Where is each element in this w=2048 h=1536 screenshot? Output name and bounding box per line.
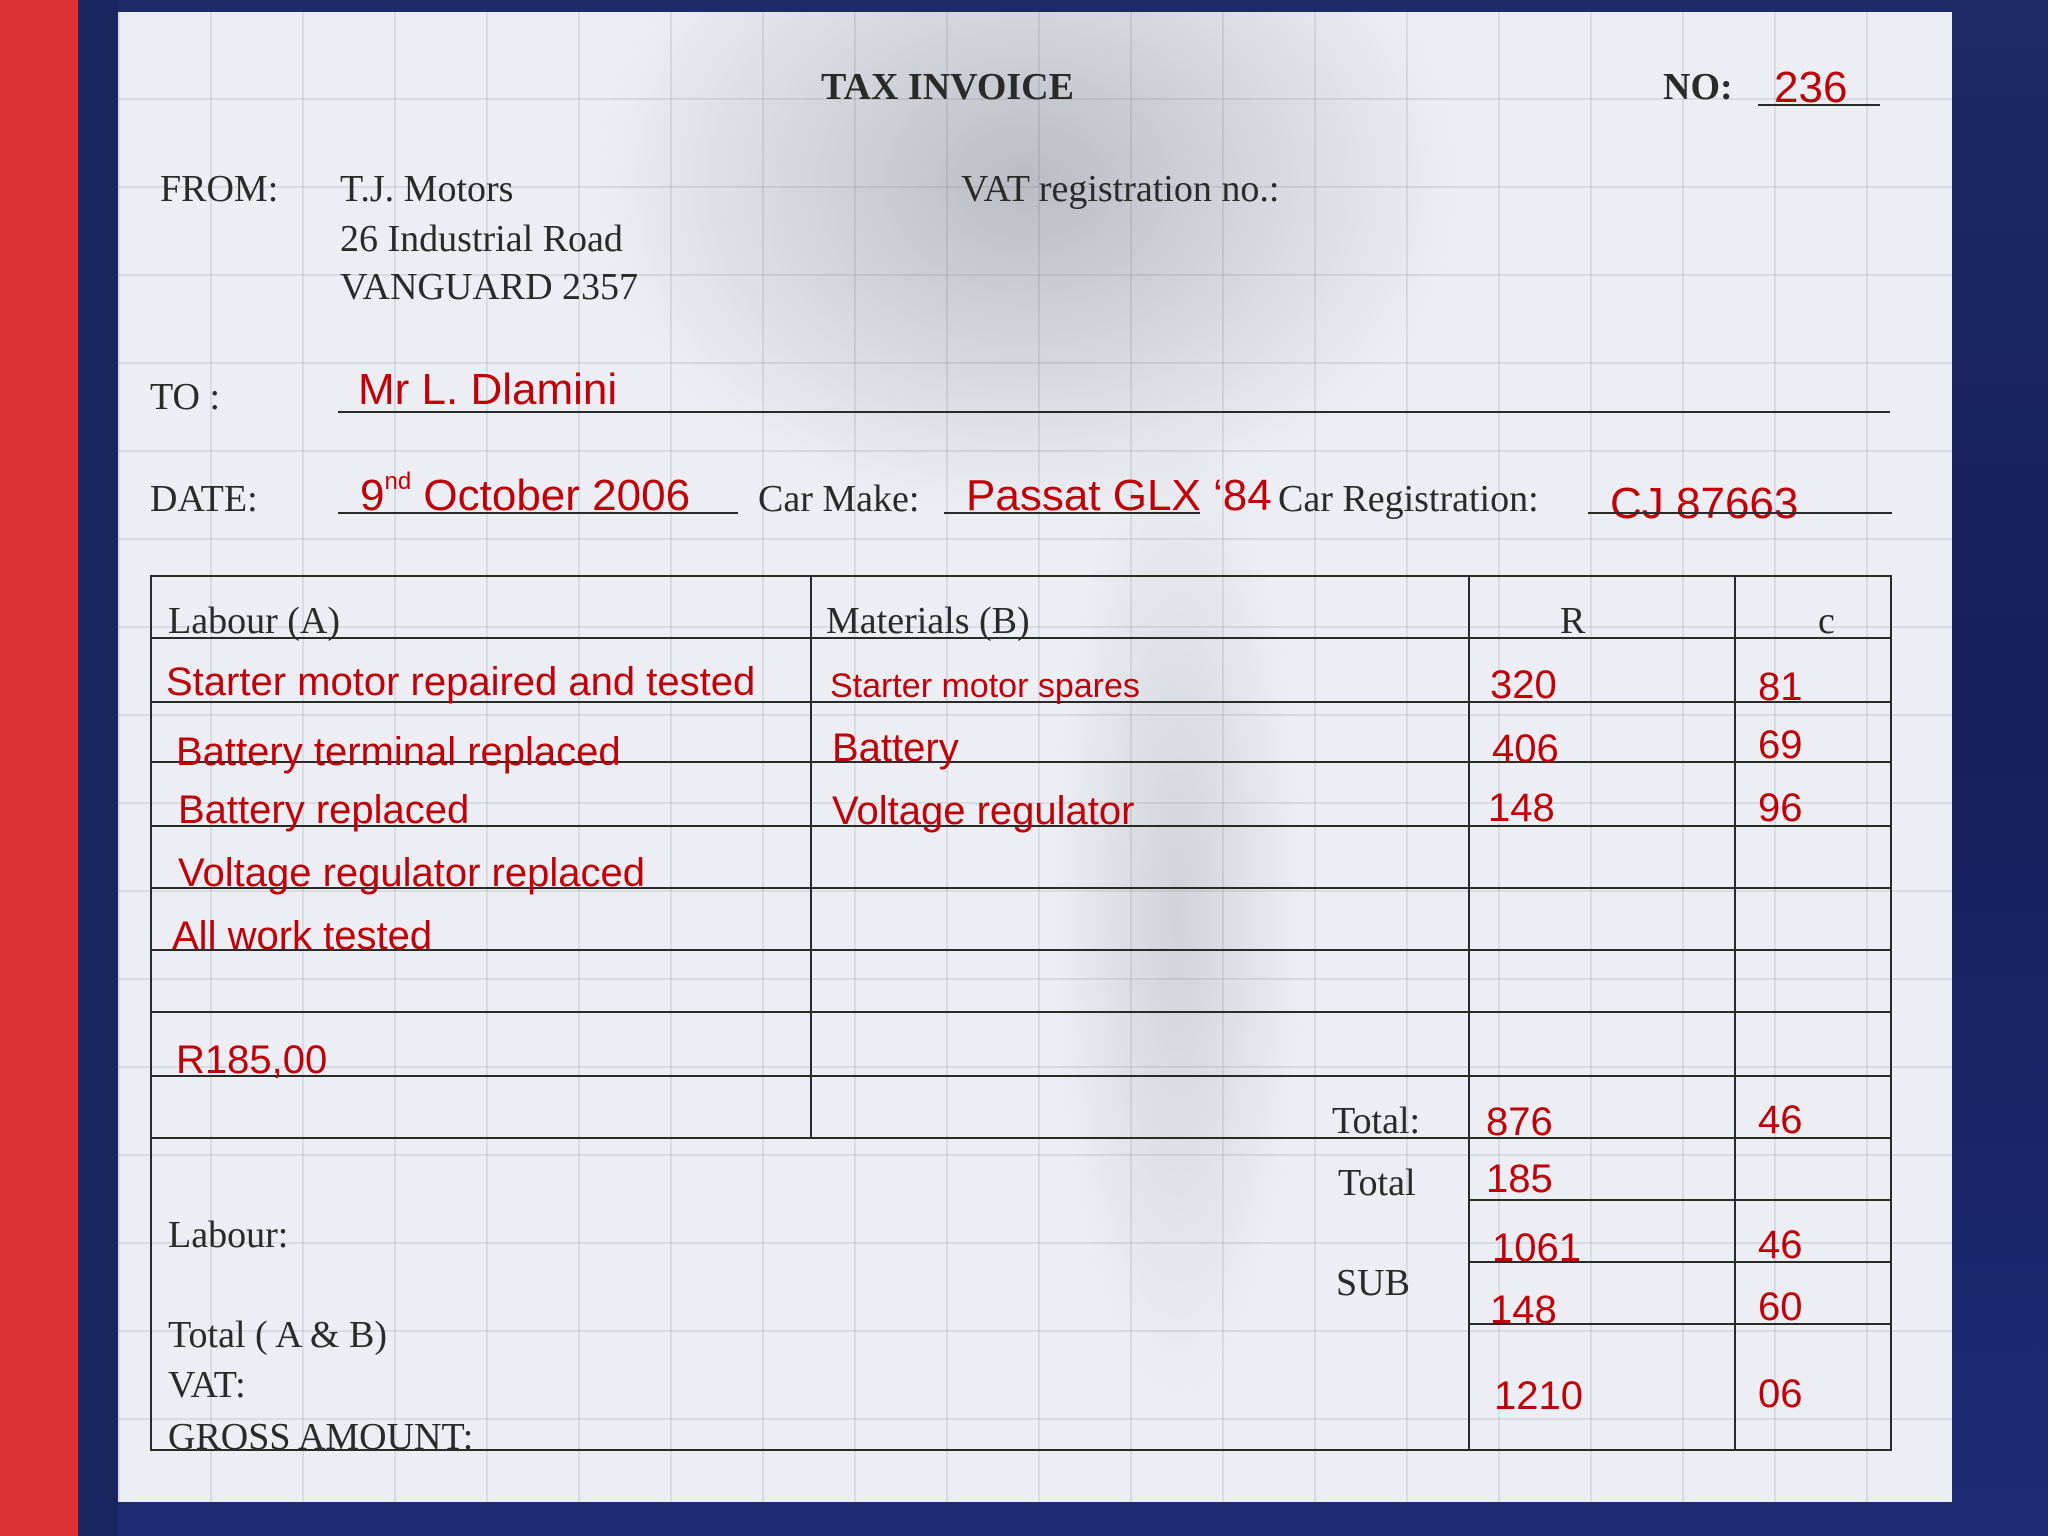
rand-column-header: R (1560, 600, 1586, 642)
table-rule (1468, 575, 1470, 1451)
materials-item: Voltage regulator (832, 789, 1135, 833)
materials-cents: 69 (1758, 723, 1803, 767)
from-company: T.J. Motors (340, 168, 514, 210)
car-make-line (944, 512, 1200, 514)
invoice-number-line (1758, 104, 1880, 106)
materials-total-rand: 876 (1486, 1100, 1553, 1144)
summary-subtotal-rand: 1061 (1492, 1226, 1581, 1270)
invoice-title: TAX INVOICE (821, 66, 1074, 108)
materials-cents: 96 (1758, 786, 1803, 830)
summary-vat-rand: 148 (1490, 1288, 1557, 1332)
invoice-sheet (118, 12, 1952, 1502)
summary-sub-word: SUB (1336, 1262, 1410, 1304)
table-rule (810, 575, 812, 1139)
materials-cents: 81 (1758, 665, 1803, 709)
summary-gross-cents: 06 (1758, 1372, 1803, 1416)
dark-side-strip (78, 0, 118, 1536)
date-day: 9 (360, 471, 385, 520)
vat-registration-label: VAT registration no.: (961, 168, 1280, 210)
from-label: FROM: (160, 168, 279, 210)
red-side-bar (0, 0, 78, 1536)
summary-vat-cents: 60 (1758, 1285, 1803, 1329)
car-registration-label: Car Registration: (1278, 478, 1539, 520)
table-rule (150, 1137, 1892, 1139)
materials-rand: 320 (1490, 663, 1557, 707)
from-address-line1: 26 Industrial Road (340, 218, 623, 260)
car-registration-line (1588, 512, 1892, 514)
labour-item: Voltage regulator replaced (178, 851, 645, 895)
table-rule (150, 1075, 1892, 1077)
car-registration-value: CJ 87663 (1610, 479, 1799, 528)
table-rule (150, 575, 152, 1451)
summary-labour-label: Labour: (168, 1214, 289, 1256)
car-make-label: Car Make: (758, 478, 920, 520)
invoice-number-value: 236 (1774, 63, 1848, 112)
to-label: TO : (150, 376, 221, 418)
cents-column-header: c (1818, 600, 1835, 642)
materials-rand: 406 (1492, 727, 1559, 771)
date-label: DATE: (150, 478, 258, 520)
labour-column-header: Labour (A) (168, 600, 340, 642)
date-rest: October 2006 (411, 471, 691, 520)
summary-subtotal-cents: 46 (1758, 1223, 1803, 1267)
table-rule (150, 575, 1892, 577)
summary-vat-label: VAT: (168, 1364, 246, 1406)
materials-total-cents: 46 (1758, 1098, 1803, 1142)
materials-rand: 148 (1488, 786, 1555, 830)
summary-total-ab-label: Total ( A & B) (168, 1314, 388, 1356)
table-rule (150, 1011, 1892, 1013)
labour-item: Battery terminal replaced (176, 730, 621, 774)
materials-column-header: Materials (B) (826, 600, 1030, 642)
invoice-number-label: NO: (1663, 66, 1733, 108)
from-address-line2: VANGUARD 2357 (340, 266, 639, 308)
date-suffix: nd (384, 468, 412, 495)
summary-labour-rand: 185 (1486, 1157, 1553, 1201)
summary-gross-label: GROSS AMOUNT: (168, 1416, 474, 1458)
labour-item: Battery replaced (178, 788, 470, 832)
labour-item: Starter motor repaired and tested (166, 660, 756, 704)
car-make-value: Passat GLX ‘84 (966, 471, 1272, 520)
to-line (338, 411, 1890, 413)
labour-item: All work tested (172, 914, 433, 958)
summary-total-word: Total (1338, 1162, 1416, 1204)
to-value: Mr L. Dlamini (358, 365, 618, 414)
materials-item: Battery (832, 726, 959, 770)
materials-item: Starter motor spares (830, 667, 1140, 705)
materials-total-label: Total: (1332, 1100, 1421, 1142)
table-rule (1890, 575, 1892, 1451)
table-rule (1734, 575, 1736, 1451)
summary-gross-rand: 1210 (1494, 1374, 1583, 1418)
labour-amount: R185,00 (176, 1038, 328, 1082)
date-line (338, 512, 738, 514)
